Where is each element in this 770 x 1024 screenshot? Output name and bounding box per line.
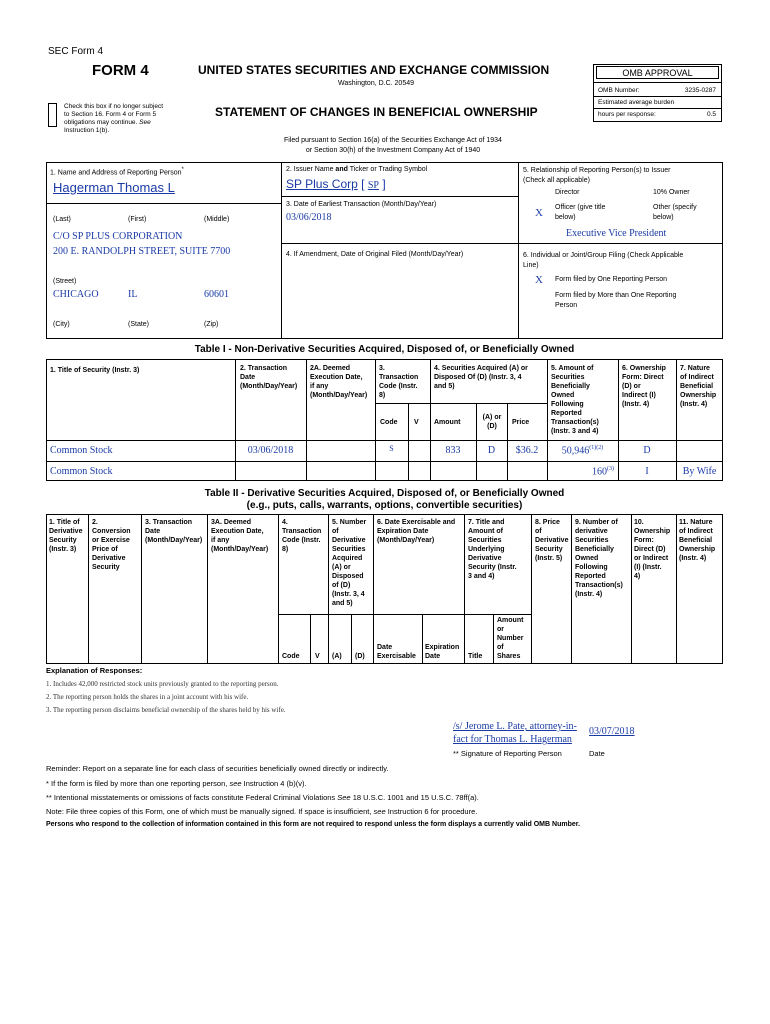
t2-h-title: 1. Title of Derivative Security (Instr. 3)	[49, 519, 83, 553]
signature: /s/ Jerome L. Pate, attorney-in- fact for Thomas L. Hagerman	[453, 721, 577, 745]
t1-h-sub-price: Price	[512, 419, 530, 426]
sec-form-label: SEC Form 4	[48, 46, 104, 57]
t1-r2-owned: 160$^{(3)}$	[592, 466, 614, 478]
filing-label: 6. Individual or Joint/Group Filing (Check Applicable Line)	[523, 252, 684, 269]
t1-r1-title: Common Stock	[50, 445, 113, 456]
filing-one-option[interactable]: Form filed by One Reporting Person	[555, 276, 668, 283]
street-label: (Street)	[53, 278, 77, 285]
amendment-label: 4. If Amendment, Date of Original Filed (Month/Day/Year)	[286, 251, 464, 258]
t2-h-sub-amount: Amount or Number of Shares	[497, 617, 524, 660]
table1-title: Table I - Non-Derivative Securities Acquired, Disposed of, or Beneficially Owned	[194, 344, 575, 355]
statement-title: STATEMENT OF CHANGES IN BENEFICIAL OWNERSHIP	[215, 105, 538, 119]
middle-label: (Middle)	[204, 216, 230, 223]
earliest-transaction-label: 3. Date of Earliest Transaction (Month/Day/Year)	[286, 201, 437, 208]
zip-label: (Zip)	[204, 321, 219, 328]
t2-h-conversion: 2. Conversion or Exercise Price of Derivative Security	[92, 519, 131, 571]
filed-pursuant: Filed pursuant to Section 16(a) of the Securities Exchange Act of 1934 or Section 30(h) of the Investment Company Act of 1940	[284, 137, 502, 154]
no-longer-subject-checkbox[interactable]	[48, 103, 57, 127]
ten-percent-owner-option[interactable]: 10% Owner	[653, 189, 690, 196]
t1-r1-price: $36.2	[515, 445, 539, 456]
signature-date: 03/07/2018	[589, 726, 635, 737]
t1-h-sub-v: V	[414, 419, 419, 426]
issuer-name-link[interactable]: SP Plus Corp	[286, 177, 358, 191]
t2-h-sub-a: (A)	[332, 653, 342, 660]
issuer-ticker-link[interactable]: SP	[367, 180, 379, 191]
table2-title: Table II - Derivative Securities Acquired, Disposed of, or Beneficially Owned (e.g., puts, calls, warrants, options, convertible securities)	[204, 488, 565, 511]
t1-r2-title: Common Stock	[50, 466, 113, 477]
t2-h-number: 5. Number of Derivative Securities Acquired (A) or Disposed of (D) (Instr. 3, 4 and 5)	[332, 519, 367, 607]
reporting-person-name-link[interactable]: Hagerman Thomas L	[53, 180, 175, 195]
omb-number-label: OMB Number:	[598, 87, 640, 94]
filing-more-option[interactable]: Form filed by More than One Reporting Person	[555, 292, 677, 309]
officer-check-mark: X	[535, 207, 543, 219]
t1-r2-nature: By Wife	[682, 466, 717, 477]
t2-h-sub-d: (D)	[355, 653, 365, 660]
omb-number-value: 3235-0287	[684, 87, 716, 94]
t2-h-ownership-form: 10. Ownership Form: Direct (D) or Indirect (I) (Instr. 4)	[634, 519, 671, 580]
t1-h-sub-aord: (A) or (D)	[482, 414, 502, 430]
issuer-name-row: SP Plus Corp [ SP ]	[286, 177, 386, 191]
omb-burden-label: Estimated average burden	[598, 99, 675, 106]
footnote-3: 3. The reporting person disclaims beneficial ownership of the shares held by his wife.	[46, 706, 286, 714]
t2-h-price: 8. Price of Derivative Security (Instr. 5)	[535, 519, 569, 562]
zip-value: 60601	[204, 289, 229, 300]
t1-r1-date: 03/06/2018	[247, 445, 294, 456]
t1-h-title: 1. Title of Security (Instr. 3)	[50, 367, 140, 374]
note-double-star: ** Intentional misstatements or omissions of facts constitute Federal Criminal Violations See 18 U.S.C. 1001 and 15 U.S.C. 78ff(a).	[46, 793, 479, 802]
explanation-title: Explanation of Responses:	[46, 666, 143, 675]
state-label: (State)	[128, 321, 150, 328]
t1-h-sub-amount: Amount	[434, 419, 461, 426]
reminder-text: Reminder: Report on a separate line for each class of securities beneficially owned directly or indirectly.	[46, 764, 389, 773]
footnote-2: 2. The reporting person holds the shares in a joint account with his wife.	[46, 693, 249, 701]
checkbox-instructions: Check this box if no longer subject to Section 16. Form 4 or Form 5 obligations may continue. See Instruction 1(b).	[64, 103, 163, 134]
earliest-transaction-date: 03/06/2018	[286, 212, 332, 223]
t2-h-sub-date-exercisable: Date Exercisable	[377, 644, 416, 660]
t2-h-code: 4. Transaction Code (Instr. 8)	[282, 519, 322, 553]
t2-h-sub-code: Code	[282, 653, 300, 660]
t1-r1-owned: $50,946^{(1)(2)}$	[561, 445, 604, 457]
t2-h-owned: 9. Number of derivative Securities Beneficially Owned Following Reported Transaction(s) (Instr. 4)	[575, 519, 623, 598]
signature-label: ** Signature of Reporting Person	[453, 749, 562, 758]
officer-title: Executive Vice President	[566, 228, 667, 239]
location: Washington, D.C. 20549	[338, 80, 415, 87]
t2-h-date: 3. Transaction Date (Month/Day/Year)	[145, 519, 203, 544]
city-value: CHICAGO	[53, 289, 99, 300]
t1-h-ownership-form: 6. Ownership Form: Direct (D) or Indirect (I) (Instr. 4)	[622, 365, 666, 408]
last-label: (Last)	[53, 216, 71, 223]
t2-h-deemed: 3A. Deemed Execution Date, if any (Month/Day/Year)	[211, 519, 269, 553]
note-file-copies: Note: File three copies of this Form, one of which must be manually signed. If space is insufficient, see Instruction 6 for procedure.	[46, 807, 478, 816]
t1-h-code: 3. Transaction Code (Instr. 8)	[379, 365, 419, 399]
issuer-label: 2. Issuer Name and Ticker or Trading Symbol	[286, 166, 428, 173]
t2-h-exercisable: 6. Date Exercisable and Expiration Date (Month/Day/Year)	[377, 519, 456, 544]
note-single-star: * If the form is filed by more than one reporting person, see Instruction 4 (b)(v).	[46, 779, 307, 788]
omb-hours-label: hours per response:	[598, 111, 656, 118]
t1-h-owned: 5. Amount of Securities Beneficially Owned Following Reported Transaction(s) (Instr. 3 and 4)	[551, 365, 599, 435]
t1-h-deemed: 2A. Deemed Execution Date, if any (Month/Day/Year)	[310, 365, 368, 399]
t1-r2-form: I	[645, 466, 649, 477]
form-title: FORM 4	[92, 62, 149, 79]
t1-r1-amount: 833	[445, 445, 461, 456]
t1-h-date: 2. Transaction Date (Month/Day/Year)	[240, 365, 298, 390]
omb-title: OMB APPROVAL	[596, 66, 719, 79]
officer-option[interactable]: Officer (give title below)	[555, 204, 606, 221]
t2-h-sub-v: V	[315, 653, 320, 660]
t2-h-sub-title: Title	[468, 653, 483, 660]
t1-h-acquired: 4. Securities Acquired (A) or Disposed Of (D) (Instr. 3, 4 and 5)	[434, 365, 528, 390]
city-label: (City)	[53, 321, 70, 328]
t1-r1-aord: D	[487, 445, 496, 456]
other-option[interactable]: Other (specify below)	[653, 204, 697, 221]
director-option[interactable]: Director	[555, 189, 580, 196]
t2-h-nature: 11. Nature of Indirect Beneficial Ownership (Instr. 4)	[679, 519, 716, 562]
t1-r1-form: D	[643, 445, 651, 456]
filing-one-check-mark: X	[535, 274, 543, 286]
relationship-label: 5. Relationship of Reporting Person(s) to Issuer (Check all applicable)	[523, 167, 671, 184]
t2-h-sub-expiration: Expiration Date	[425, 644, 460, 660]
t1-h-nature: 7. Nature of Indirect Beneficial Ownership (Instr. 4)	[680, 365, 717, 408]
commission-title: UNITED STATES SECURITIES AND EXCHANGE COMMISSION	[198, 63, 550, 77]
persons-respond-text: Persons who respond to the collection of information contained in this form are not required to respond unless the form displays a currently valid OMB Number.	[46, 821, 581, 828]
t2-h-underlying: 7. Title and Amount of Securities Underlying Derivative Security (Instr. 3 and 4)	[468, 519, 517, 580]
t1-h-sub-code: Code	[380, 419, 398, 426]
date-label: Date	[589, 749, 605, 758]
state-value: IL	[128, 289, 138, 300]
address-line-2: 200 E. RANDOLPH STREET, SUITE 7700	[53, 246, 231, 257]
first-label: (First)	[128, 216, 147, 223]
reporting-person-label: 1. Name and Address of Reporting Person*	[50, 167, 184, 177]
footnote-1: 1. Includes 42,000 restricted stock units previously granted to the reporting person.	[46, 680, 279, 688]
t1-r1-code: S	[389, 444, 394, 453]
address-line-1: C/O SP PLUS CORPORATION	[53, 231, 183, 242]
omb-hours-value: 0.5	[706, 111, 716, 118]
